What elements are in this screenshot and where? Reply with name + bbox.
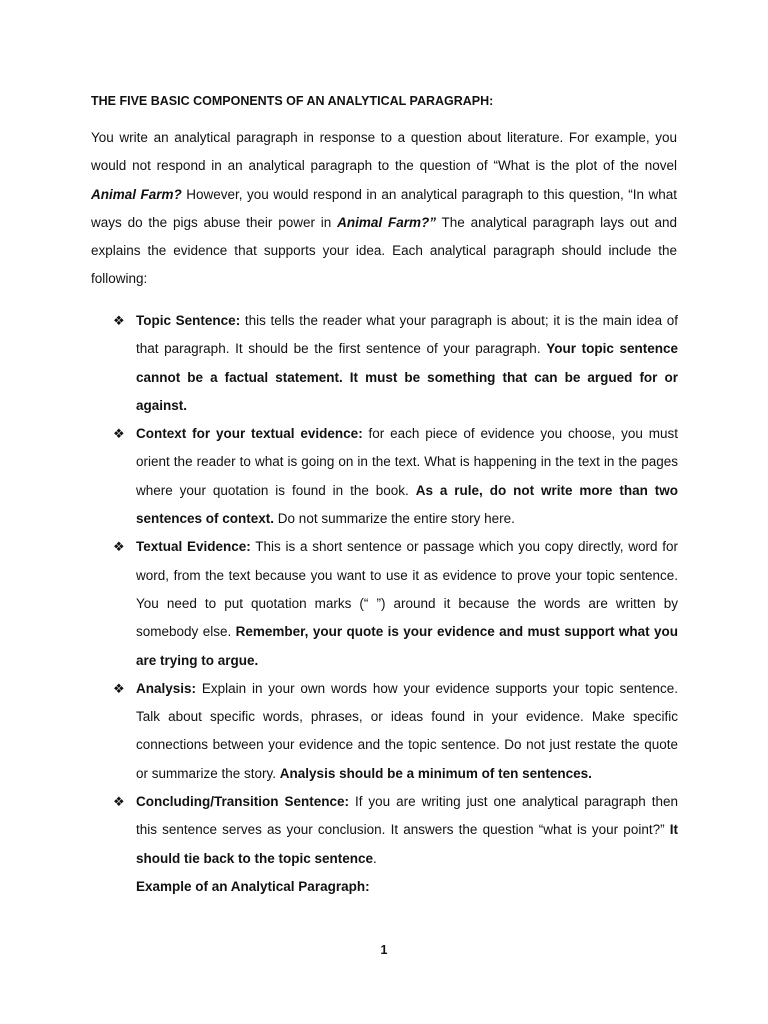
component-text: This is a short sentence or passage which you copy directly, word for word, from the text because you want to use it as evidence to prove your topic sentence. You need to put quotation marks (“ ”) around it because the words are written by somebody else. [136,539,678,640]
diamond-bullet-icon: ❖ [113,539,125,555]
diamond-bullet-icon: ❖ [113,794,125,810]
intro-paragraph [91,124,677,294]
component-emphasis: As a rule, do not write more than two sentences of context. [136,482,678,527]
diamond-bullet-icon: ❖ [113,426,125,442]
component-text: for each piece of evidence you choose, you must orient the reader to what is going on in the text. What is happening in the text in the pages where your quotation is found in the book. [136,426,678,498]
component-tail: Do not summarize the entire story here. [274,511,515,527]
intro-text-1: You write an analytical paragraph in response to a question about literature. For example, you would not respond in an analytical paragraph to the question of “What is the plot of the novel [91,130,677,174]
list-item-textual-evidence [113,533,678,674]
example-heading: Example of an Analytical Paragraph: [136,878,370,894]
diamond-bullet-icon: ❖ [113,313,125,328]
component-text: this tells the reader what your paragraph is about; it is the main idea of that paragraph. It should be the first sentence of your paragraph. [136,313,679,357]
component-emphasis: It should tie back to the topic sentence [136,822,678,866]
component-text: Explain in your own words how your evidence supports your topic sentence. Talk about specific words, phrases, or ideas found in your evidence. Make specific connections between your evidence and the topic sentence. Do not just restate the quote or summarize the story. [136,680,678,781]
list-item-context [113,420,678,533]
list-item-topic-sentence [113,307,678,420]
component-emphasis: Analysis should be a minimum of ten sentences. [279,765,592,781]
component-emphasis: Your topic sentence cannot be a factual statement. It must be something that can be argued for or against. [136,341,678,413]
diamond-bullet-icon: ❖ [113,680,125,696]
component-text: If you are writing just one analytical paragraph then this sentence serves as your conclusion. It answers the question “what is your point?” [136,794,678,838]
intro-text-2: However, you would respond in an analytical paragraph to this question, “In what ways do the pigs abuse their power in [91,186,677,230]
list-item-concluding-sentence [113,788,678,873]
intro-text-3: The analytical paragraph lays out and explains the evidence that supports your idea. Each analytical paragraph should include the following: [91,214,677,287]
component-term: Analysis: [136,680,197,696]
component-tail: . [373,850,377,866]
component-term: Textual Evidence: [136,539,251,555]
intro-book-title-2: Animal Farm?” [337,214,436,230]
intro-book-title-1: Animal Farm? [91,186,182,202]
page-number: 1 [380,943,388,957]
components-list [113,307,678,901]
component-term: Topic Sentence: [136,313,241,328]
component-term: Concluding/Transition Sentence: [136,794,349,810]
page-title: THE FIVE BASIC COMPONENTS OF AN ANALYTICAL PARAGRAPH: [91,94,494,108]
component-emphasis: Remember, your quote is your evidence and must support what you are trying to argue. [136,624,678,668]
list-item-analysis [113,675,678,788]
component-term: Context for your textual evidence: [136,426,363,442]
